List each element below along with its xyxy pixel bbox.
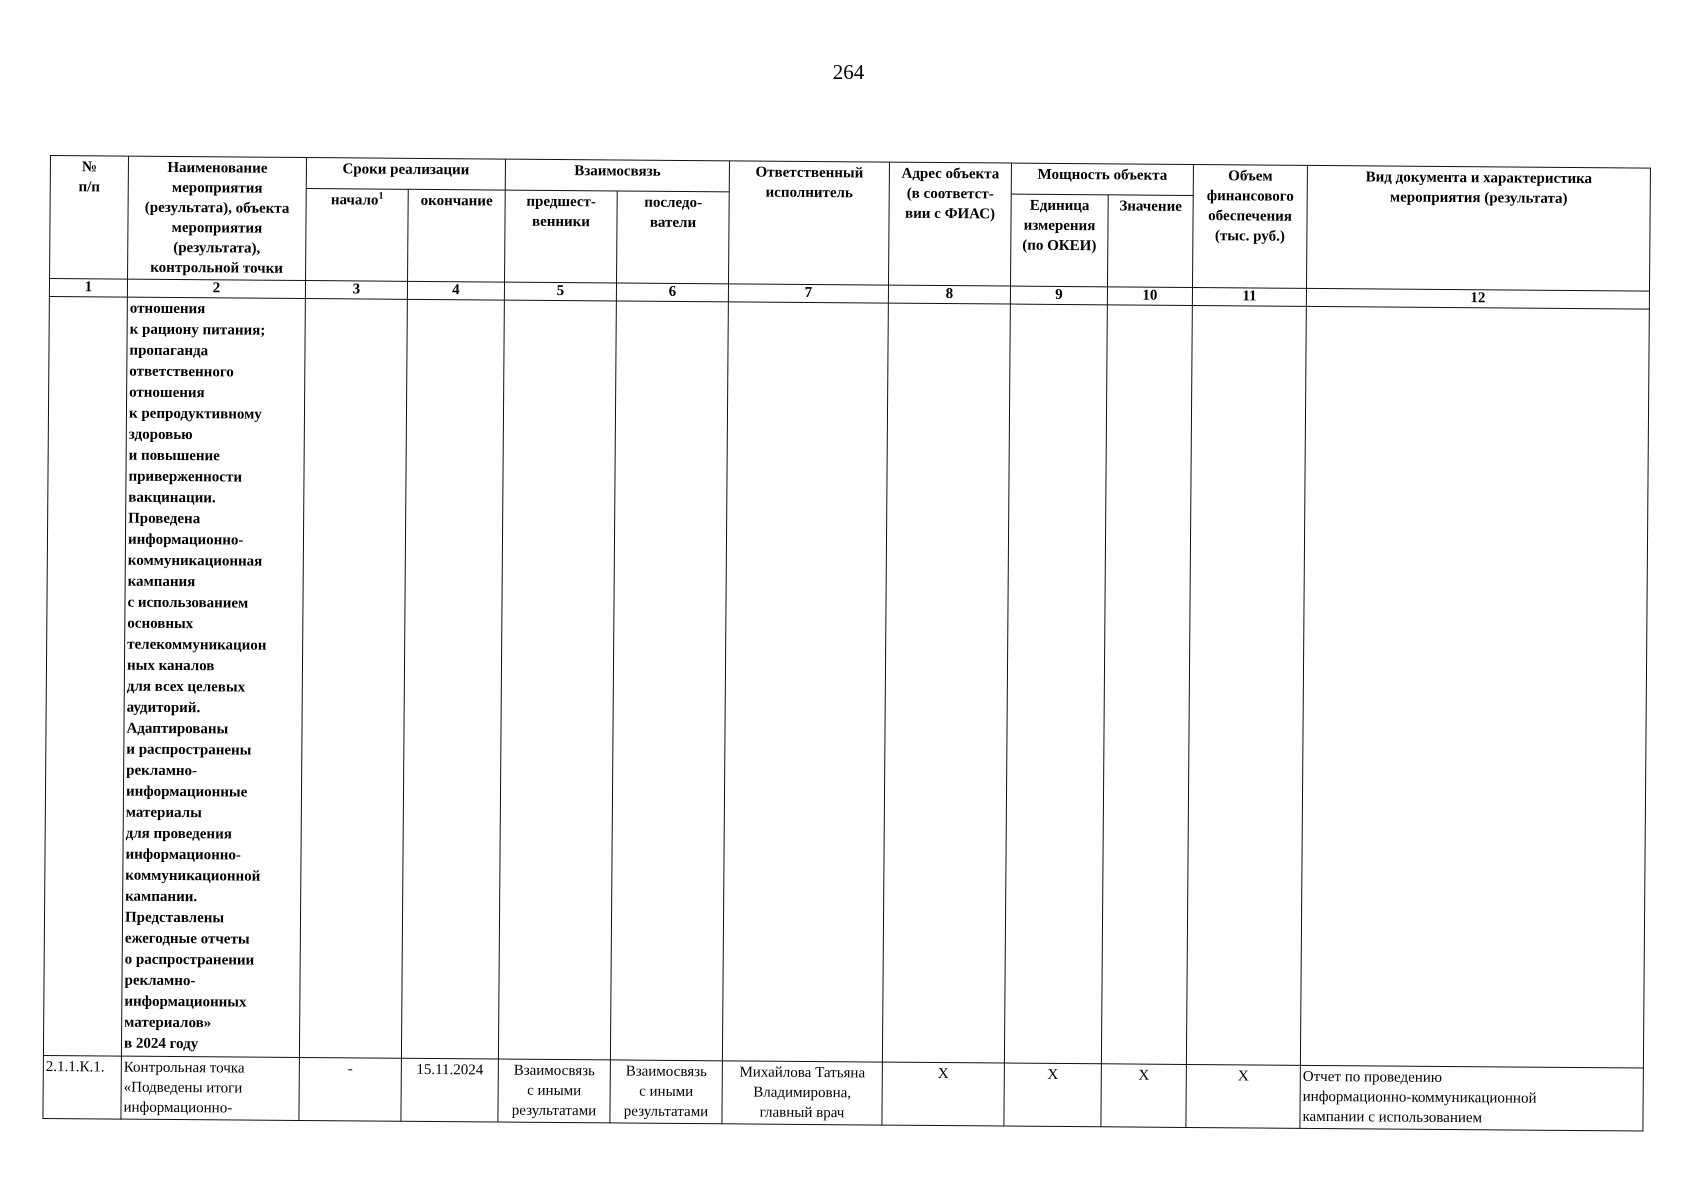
cell-unit: X: [1004, 1063, 1101, 1127]
header-address: Адрес объекта (в соответст- вии с ФИАС): [889, 162, 1012, 286]
column-number: 1: [49, 279, 127, 298]
table-row: [43, 1055, 1643, 1131]
cell-funding: X: [1186, 1064, 1300, 1128]
cell-empty: [299, 299, 407, 1059]
cell-address: X: [882, 1062, 1004, 1126]
cell-empty: [1186, 305, 1306, 1065]
cell-empty: [1101, 305, 1192, 1065]
column-number: 9: [1010, 286, 1107, 305]
cell-empty: [401, 299, 504, 1059]
cell-start: -: [299, 1057, 401, 1121]
header-unit: Единица измерения (по ОКЕИ): [1011, 194, 1109, 287]
header-value: Значение: [1108, 195, 1194, 288]
column-number: 11: [1192, 287, 1306, 306]
header-end: окончание: [408, 189, 506, 282]
header-link: Взаимосвязь: [505, 159, 729, 192]
cell-empty: [1300, 306, 1649, 1068]
column-number: 5: [504, 282, 616, 301]
header-capacity: Мощность объекта: [1011, 163, 1193, 195]
cell-empty: [498, 300, 616, 1060]
cell-empty: [882, 303, 1010, 1063]
column-number: 2: [127, 279, 305, 298]
table-header: [49, 156, 1650, 310]
document-table-wrapper: [42, 155, 1651, 1132]
cell-predecessors: Взаимосвязь с иными результатами: [498, 1059, 610, 1123]
column-number: 4: [407, 281, 504, 300]
header-doc-type: Вид документа и характеристика мероприятия (результата): [1307, 165, 1651, 291]
cell-name: Контрольная точка «Подведены итоги информационно-: [121, 1056, 299, 1120]
header-number: № п/п: [50, 156, 129, 280]
cell-name: отношения к рациону питания; пропаганда ответственного отношения к репродуктивному здоровью и повышение приверженности вакцинации. Проведена информационно- коммуникационная кампания с использованием основных телекоммуникацион ных каналов для всех целевых аудиторий. Адаптированы и распространены рекламно- информационные материалы для проведения информационно- коммуникационной кампании. Представлены ежегодные отчеты о распространении рекламно- информационных материалов» в 2024 году: [121, 297, 305, 1057]
cell-empty: [722, 302, 888, 1062]
cell-successors: Взаимосвязь с иными результатами: [610, 1060, 722, 1124]
page-number: 264: [832, 60, 865, 84]
header-terms: Сроки реализации: [306, 158, 505, 191]
cell-number: [43, 296, 127, 1056]
column-number: 10: [1107, 287, 1192, 306]
column-number: 12: [1306, 288, 1649, 309]
table-row: [43, 296, 1649, 1068]
header-start: [306, 189, 409, 282]
header-predecessors: предшест- венники: [505, 190, 618, 283]
cell-value: X: [1101, 1064, 1187, 1128]
header-funding: Объем финансового обеспечения (тыс. руб.): [1193, 164, 1308, 288]
column-number: 8: [888, 285, 1010, 304]
cell-end: 15.11.2024: [401, 1058, 499, 1122]
column-number: 7: [728, 284, 888, 303]
header-responsible: Ответственный исполнитель: [729, 161, 890, 285]
cell-empty: [1004, 304, 1107, 1064]
header-start-label: начало: [330, 192, 379, 209]
action-plan-table: [42, 155, 1651, 1132]
column-number: 3: [305, 281, 407, 300]
header-name: Наименование мероприятия (результата), объекта мероприятия (результата), контрольной точки: [128, 156, 307, 280]
header-successors: последо- ватели: [617, 191, 730, 284]
cell-empty: [610, 301, 728, 1061]
cell-responsible: Михайлова Татьяна Владимировна, главный врач: [722, 1061, 882, 1125]
cell-number: 2.1.1.К.1.: [43, 1055, 121, 1119]
cell-doc-type: Отчет по проведению информационно-коммуникационной кампании с использованием: [1300, 1065, 1643, 1131]
footnote-marker: 1: [378, 190, 384, 202]
column-number: 6: [616, 283, 728, 302]
